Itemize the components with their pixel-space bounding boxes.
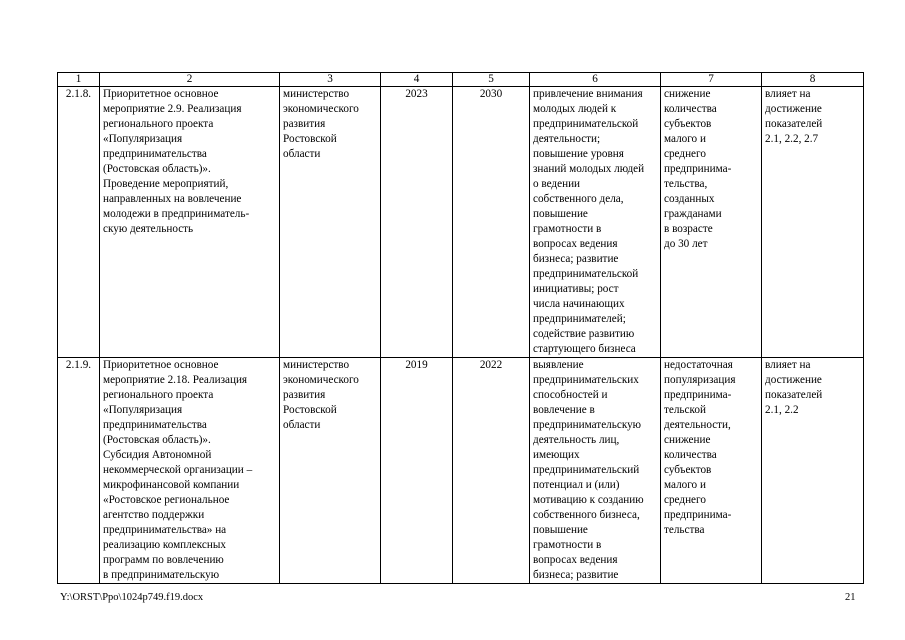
header-col-7: 7 [661,73,762,87]
event-name: Приоритетное основное мероприятие 2.18. Реализация регионального проекта «Популяризация предпринимательства (Ростовская область)». Субсидия Автономной некоммерческой организации – микрофинансовой компании «Ростовское региональное агентство поддержки предпринимательства» на реализацию комплексных программ по вовлечению в предпринимательскую [100,358,280,584]
row-number: 2.1.8. [58,87,100,358]
end-year: 2022 [453,358,530,584]
footer-file-path: Y:\ORST\Ppo\1024p749.f19.docx [60,592,204,603]
non-implementation-consequence: недостаточная популяризация предпринима- тельской деятельности, снижение количества субъектов малого и среднего предпринима- тельства [661,358,762,584]
event-name: Приоритетное основное мероприятие 2.9. Реализация регионального проекта «Популяризация предпринимательства (Ростовская область)». Проведение мероприятий, направленных на вовлечение молодежи в предприниматель- скую деятельность [100,87,280,358]
header-col-3: 3 [280,73,381,87]
header-col-5: 5 [453,73,530,87]
header-col-8: 8 [762,73,864,87]
indicator-link: влияет на достижение показателей 2.1, 2.2 [762,358,864,584]
header-col-6: 6 [530,73,661,87]
header-col-2: 2 [100,73,280,87]
end-year: 2030 [453,87,530,358]
executor: министерство экономического развития Ростовской области [280,358,381,584]
header-col-1: 1 [58,73,100,87]
expected-result: привлечение внимания молодых людей к предпринимательской деятельности; повышение уровня знаний молодых людей о ведении собственного дела, повышение грамотности в вопросах ведения бизнеса; развитие предпринимательской инициативы; рост числа начинающих предпринимателей; содействие развитию стартующего бизнеса [530,87,661,358]
table-row [58,358,864,584]
non-implementation-consequence: снижение количества субъектов малого и среднего предпринима- тельства, созданных гражданами в возрасте до 30 лет [661,87,762,358]
row-number: 2.1.9. [58,358,100,584]
page-number: 21 [845,592,856,603]
start-year: 2019 [381,358,453,584]
expected-result: выявление предпринимательских способностей и вовлечение в предпринимательскую деятельность лиц, имеющих предпринимательский потенциал и (или) мотивацию к созданию собственного бизнеса, повышение грамотности в вопросах ведения бизнеса; развитие [530,358,661,584]
activities-table [57,72,864,584]
header-col-4: 4 [381,73,453,87]
start-year: 2023 [381,87,453,358]
indicator-link: влияет на достижение показателей 2.1, 2.2, 2.7 [762,87,864,358]
header-row [58,73,864,87]
executor: министерство экономического развития Ростовской области [280,87,381,358]
table-row [58,87,864,358]
